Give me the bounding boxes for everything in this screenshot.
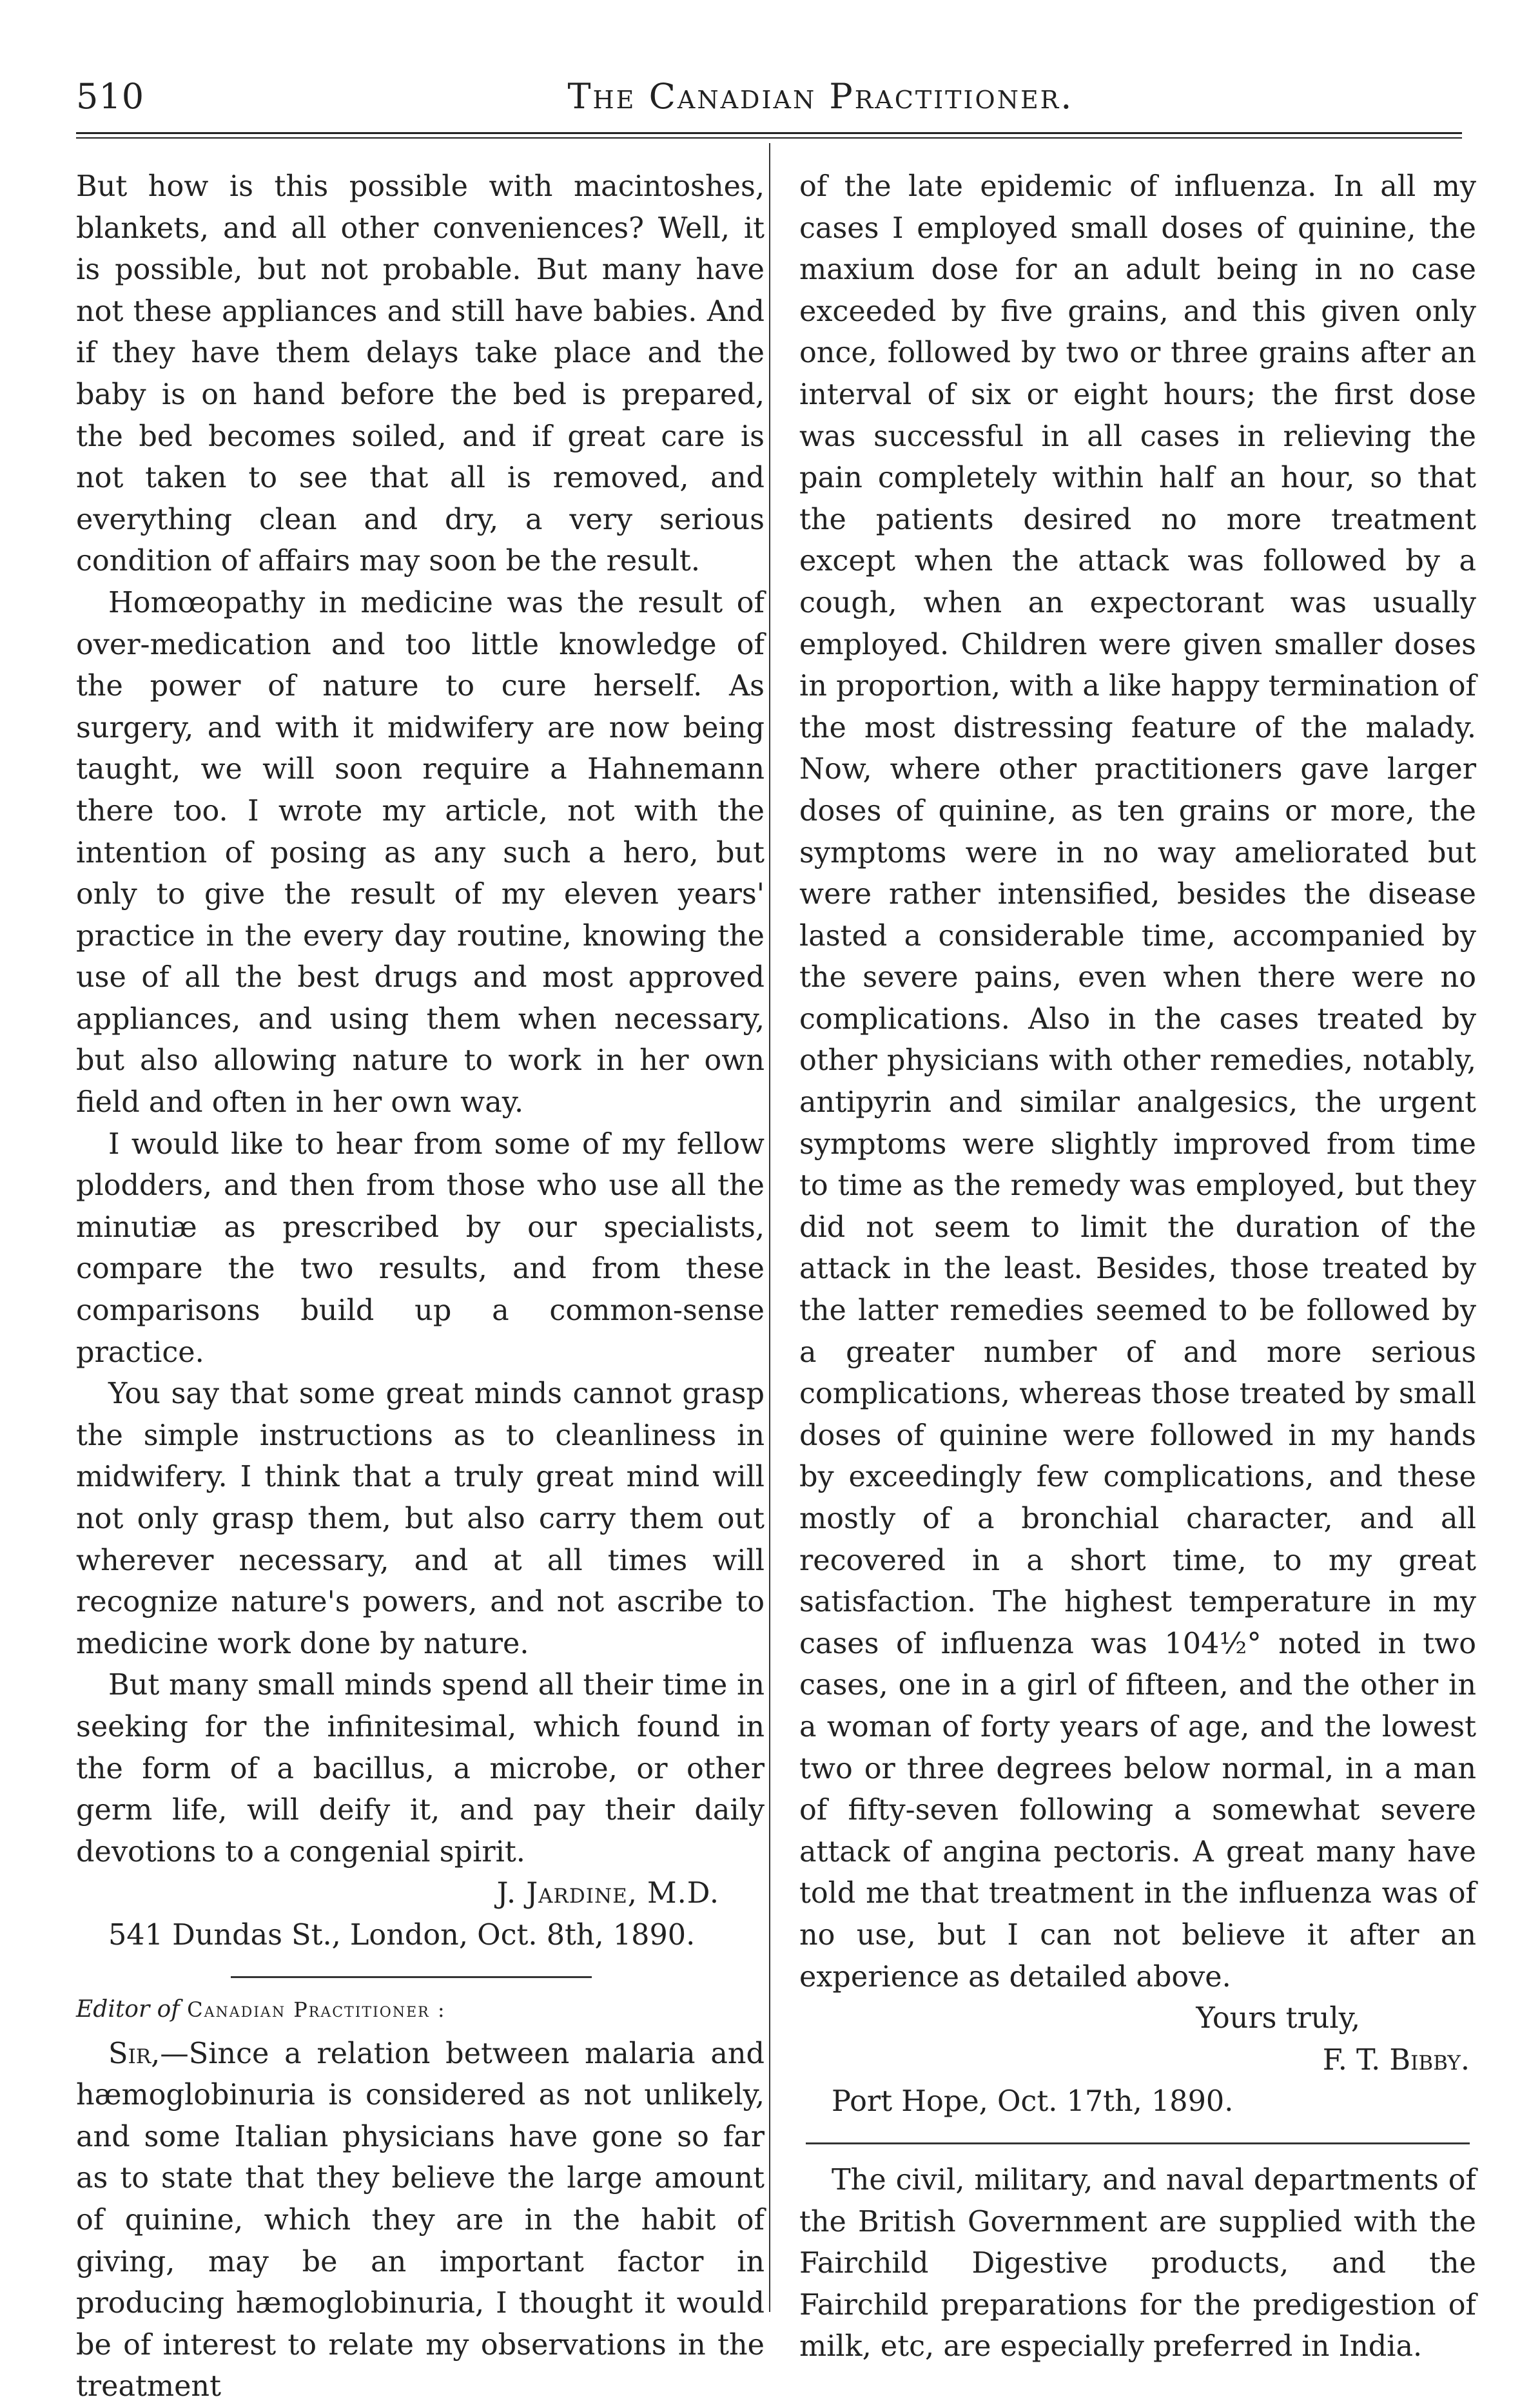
letter-salutation: Sir, bbox=[108, 2037, 161, 2070]
left-column bbox=[76, 166, 765, 2408]
body-paragraph: You say that some great minds cannot grasp the simple instructions as to cleanliness in midwifery. I think that a truly great mind will not only grasp them, but also carry them out wherever necessary, and at all times will recognize nature's powers, and not ascribe to medicine work done by nature. bbox=[76, 1377, 765, 1660]
body-paragraph: I would like to hear from some of my fellow plodders, and then from those who use all the minutiæ as prescribed by our specialists, compare the two results, and from these comparisons build up a common-sense practice. bbox=[76, 1127, 765, 1369]
body-paragraph: But how is this possible with macintoshes, blankets, and all other conveniences? Well, it is possible, but not probable. But many have not these appliances and still have babies. And if they have them delays take place and the baby is on hand before the bed is prepared, the bed becomes soiled, and if great care is not taken to see that all is removed, and everything clean and dry, a very serious condition of affairs may soon be the result. bbox=[76, 170, 765, 578]
running-title: The Canadian Practitioner. bbox=[567, 76, 1074, 117]
letter-place-date: Port Hope, Oct. 17th, 1890. bbox=[832, 2085, 1234, 2119]
header-rule bbox=[76, 132, 1462, 139]
body-paragraph: But many small minds spend all their time in seeking for the infinitesimal, which found in the form of a bacillus, a microbe, or other germ life, will deify it, and pay their daily devotions to a congenial spirit. bbox=[76, 1669, 765, 1869]
column-divider bbox=[769, 143, 770, 2312]
letter-dateline: 541 Dundas St., London, Oct. 8th, 1890. bbox=[108, 1918, 696, 1952]
section-rule bbox=[806, 2142, 1470, 2144]
letter-continued: of the late epidemic of influenza. In all my cases I employed small doses of quinine, the maxium dose for an adult being in no case exceeded by five grains, and this given only once, followed by two or three grains after an interval of six or eight hours; the first dose was successful in all cases in relieving the pain completely within half an hour, so that the patients desired no more treatment except when the attack was followed by a cough, when an expectorant was usually employed. Children were given smaller doses in proportion, with a like happy termination of the most distressing feature of the malady. Now, where other practitioners gave larger doses of quinine, as ten grains or more, the symptoms were in no way ameliorated but were rather intensified, besides the disease lasted a considerable time, accompanied by the severe pains, even when there were no complications. Also in the cases treated by other physicians with other remedies, notably, antipyrin and similar analgesics, the urgent symptoms were slightly improved from time to time as the remedy was employed, but they did not seem to limit the duration of the attack in the least. Besides, those treated by the latter remedies seemed to be followed by a greater number of and more serious complications, whereas those treated by small doses of quinine were followed in my hands by exceedingly few complications, and these mostly of a bronchial character, and all recovered in a short time, to my great satisfaction. The highest temperature in my cases of influenza was 104½° noted in two cases, one in a girl of fifteen, and the other in a woman of forty years of age, and the lowest two or three degrees below normal, in a man of fifty-seven following a somewhat severe attack of angina pectoris. A great many have told me that treatment in the influenza was of no use, but I can not believe it after an experience as detailed above. bbox=[799, 170, 1476, 1994]
editor-address-italic: Editor of bbox=[76, 1995, 180, 2023]
page-header bbox=[76, 76, 1462, 134]
right-column bbox=[799, 166, 1476, 2368]
body-paragraph: Homœopathy in medicine was the result of over-medication and too little knowledge of the power of nature to cure herself. As surgery, and with it midwifery are now being taught, we will soon require a Hahnemann there too. I wrote my article, not with the intention of posing as any such a hero, but only to give the result of my eleven years' practice in the every day routine, knowing the use of all the best drugs and most approved appliances, and using them when necessary, but also allowing nature to work in her own field and often in her own way. bbox=[76, 586, 765, 1120]
letter-closing-name-line bbox=[799, 2040, 1476, 2082]
notice-paragraph: The civil, military, and naval departments of the British Government are supplied with the Fairchild Digestive products, and the Fairchild preparations for the predigestion of milk, etc, are especially preferred in India. bbox=[799, 2163, 1476, 2364]
section-rule bbox=[231, 1976, 592, 1978]
letter-signature: J. Jardine, M.D. bbox=[496, 1877, 719, 1910]
letter-closing-name: F. T. Bibby. bbox=[1322, 2043, 1470, 2077]
editor-address-caps: Canadian Practitioner : bbox=[187, 1997, 446, 2022]
editor-address bbox=[76, 1994, 765, 2026]
letter-paragraph: —Since a relation between malaria and hæmoglobinuria is considered as not unlikely, and some Italian physicians have gone so far as to state that they believe the large amount of quinine, which they are in the habit of giving, may be an important factor in producing hæmoglobinuria, I thought it would be of interest to relate my observations in the treatment bbox=[76, 2037, 765, 2403]
letter-opening bbox=[76, 2034, 765, 2408]
page-number: 510 bbox=[76, 76, 145, 117]
letter-closing: Yours truly, bbox=[1196, 2002, 1360, 2035]
